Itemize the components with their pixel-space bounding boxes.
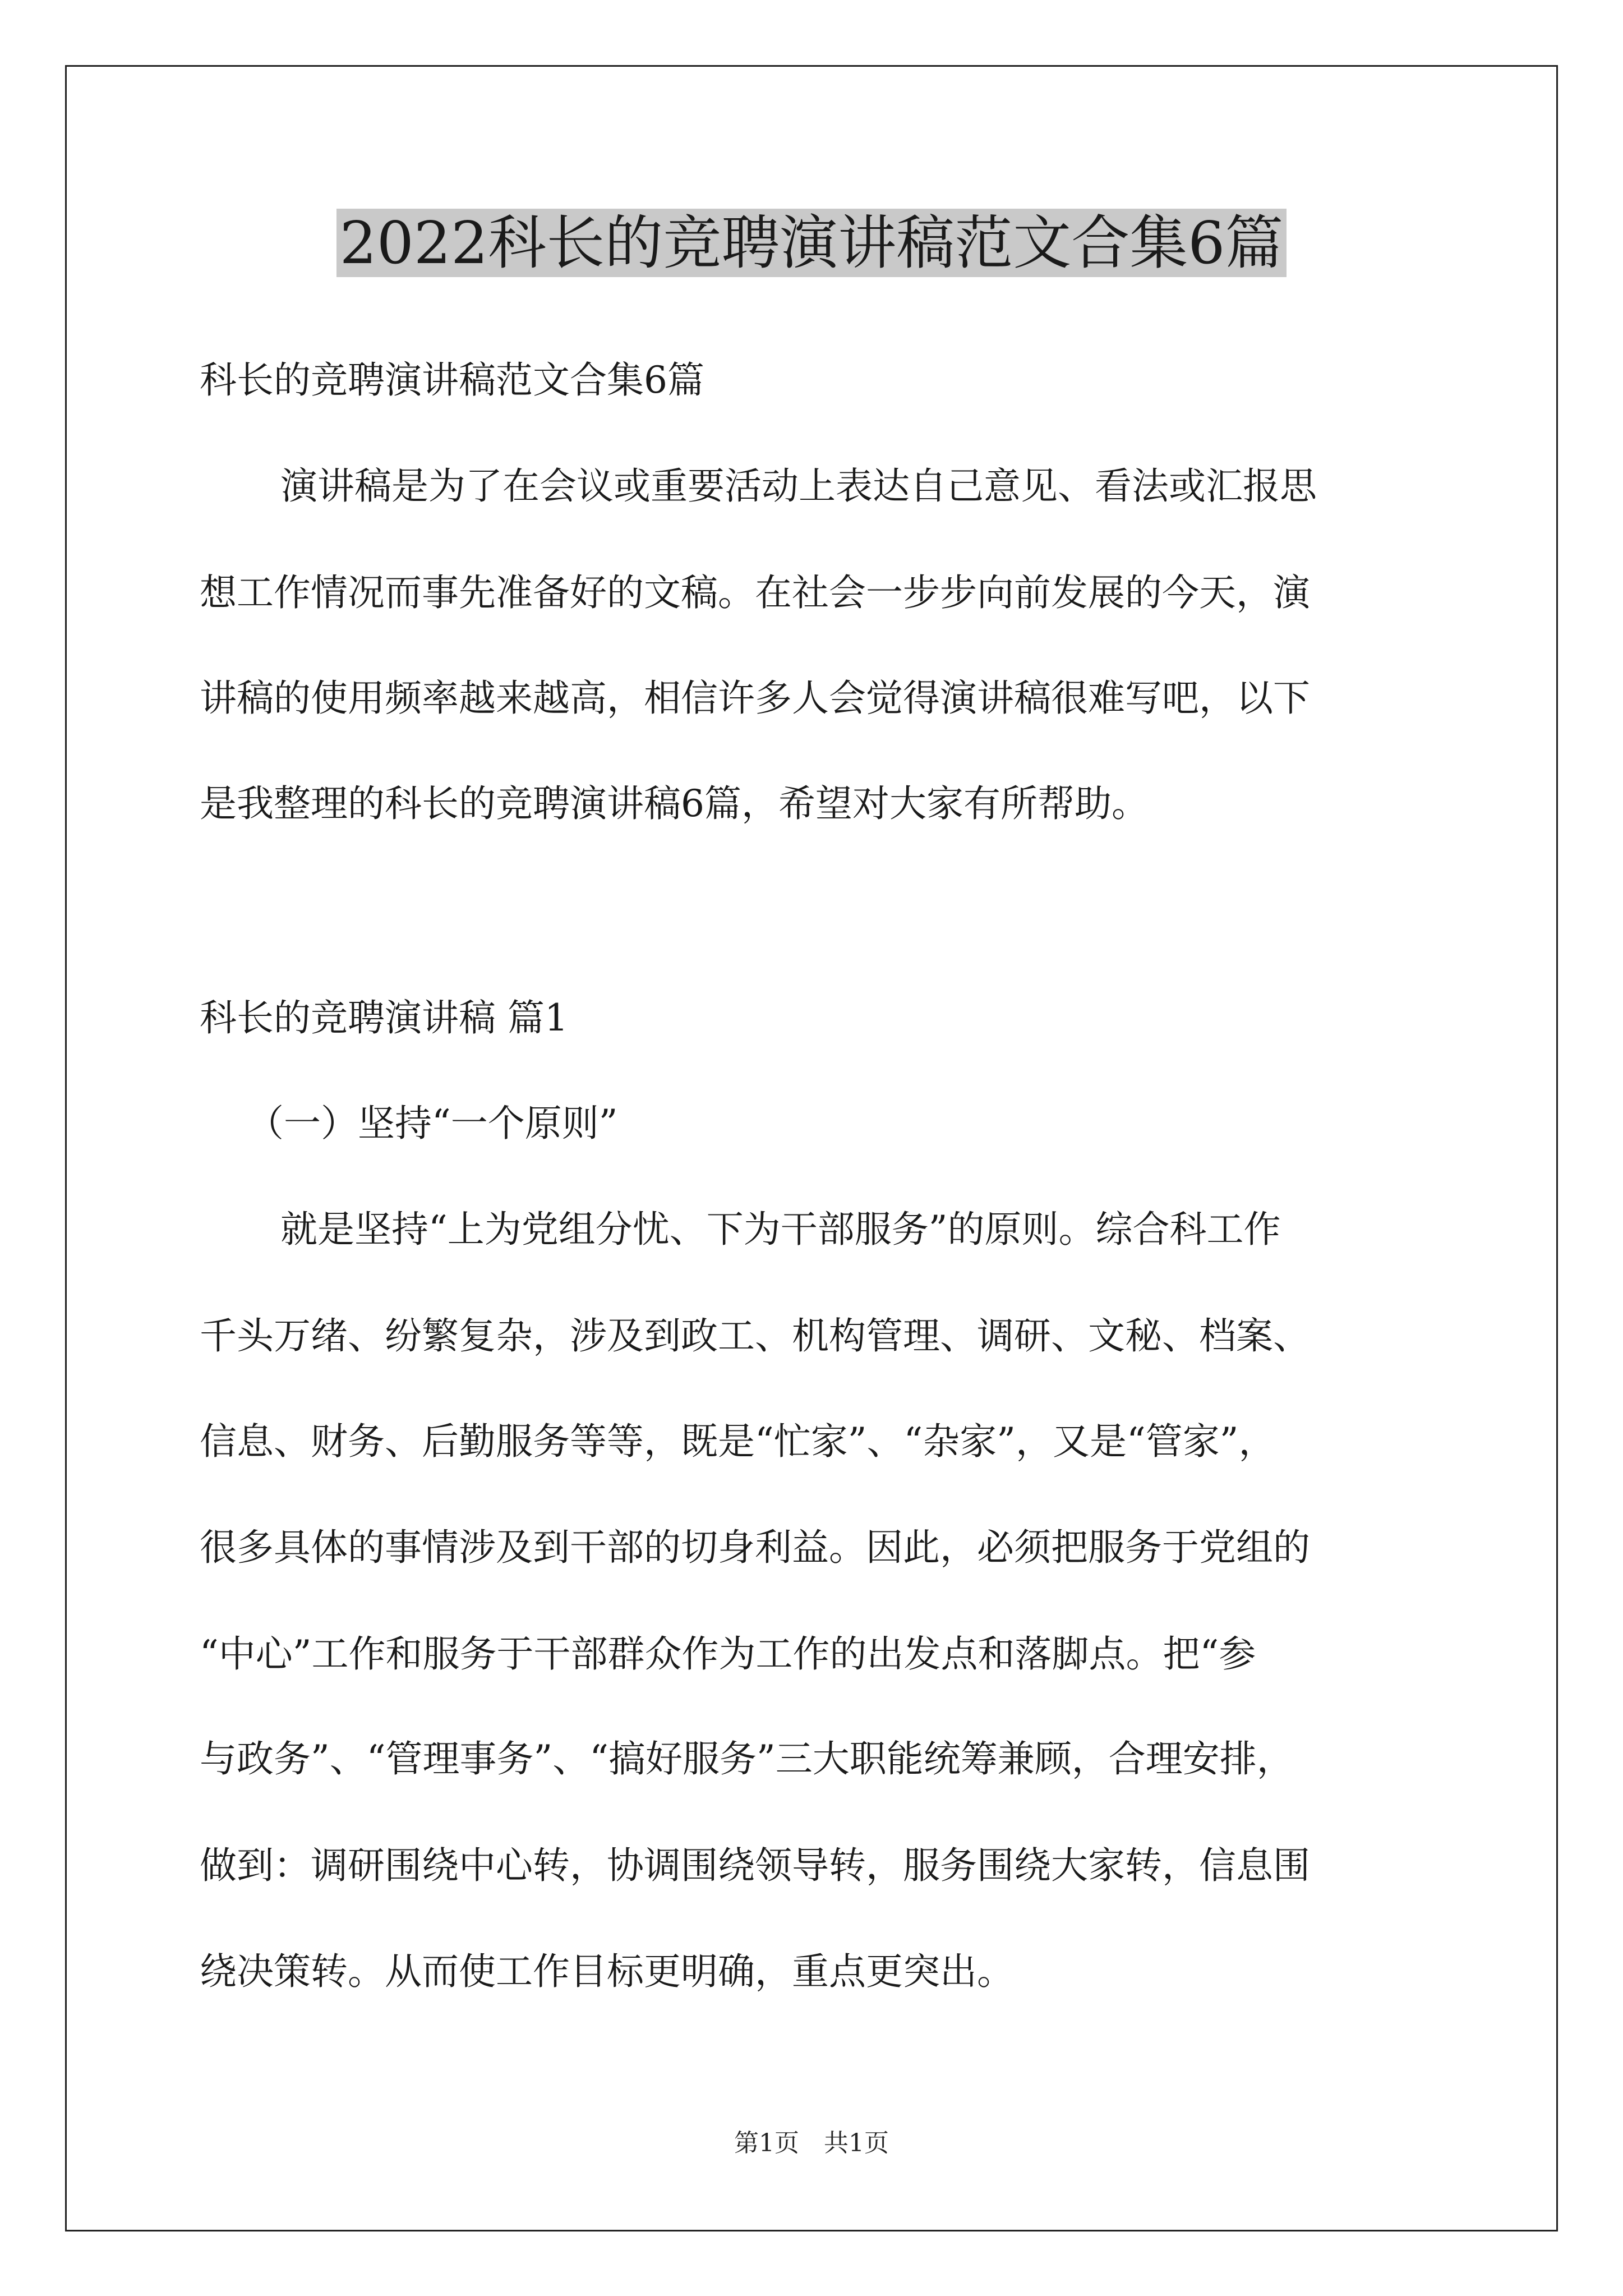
sub-heading: （一）坚持“一个原则” — [247, 1102, 618, 1145]
intro-line-4: 是我整理的科长的竞聘演讲稿6篇，希望对大家有所帮助。 — [200, 782, 1149, 825]
body-line-1: 就是坚持“上为党组分忧、下为干部服务”的原则。综合科工作 — [280, 1208, 1281, 1251]
body-line-6: 与政务”、“管理事务”、“搞好服务”三大职能统筹兼顾，合理安排， — [200, 1737, 1294, 1780]
intro-line-1: 演讲稿是为了在会议或重要活动上表达自己意见、看法或汇报思 — [280, 464, 1317, 508]
body-line-8: 绕决策转。从而使工作目标更明确，重点更突出。 — [200, 1950, 1014, 1993]
section-heading: 科长的竞聘演讲稿 篇1 — [200, 996, 568, 1039]
body-line-5: “中心”工作和服务于干部群众作为工作的出发点和落脚点。把“参 — [200, 1632, 1256, 1676]
page-number-footer: 第1页 共1页 — [734, 2129, 889, 2157]
intro-line-2: 想工作情况而事先准备好的文稿。在社会一步步向前发展的今天，演 — [200, 571, 1310, 614]
document-subtitle: 科长的竞聘演讲稿范文合集6篇 — [200, 358, 704, 402]
body-line-7: 做到：调研围绕中心转，协调围绕领导转，服务围绕大家转，信息围 — [200, 1844, 1310, 1887]
document-title — [0, 206, 1623, 279]
document-title-text: 2022科长的竞聘演讲稿范文合集6篇 — [336, 209, 1287, 277]
body-line-3: 信息、财务、后勤服务等等，既是“忙家”、“杂家”，又是“管家”， — [200, 1420, 1276, 1463]
body-line-4: 很多具体的事情涉及到干部的切身利益。因此，必须把服务于党组的 — [200, 1526, 1310, 1569]
intro-line-3: 讲稿的使用频率越来越高，相信许多人会觉得演讲稿很难写吧，以下 — [200, 677, 1310, 720]
body-line-2: 千头万绪、纷繁复杂，涉及到政工、机构管理、调研、文秘、档案、 — [200, 1314, 1310, 1358]
